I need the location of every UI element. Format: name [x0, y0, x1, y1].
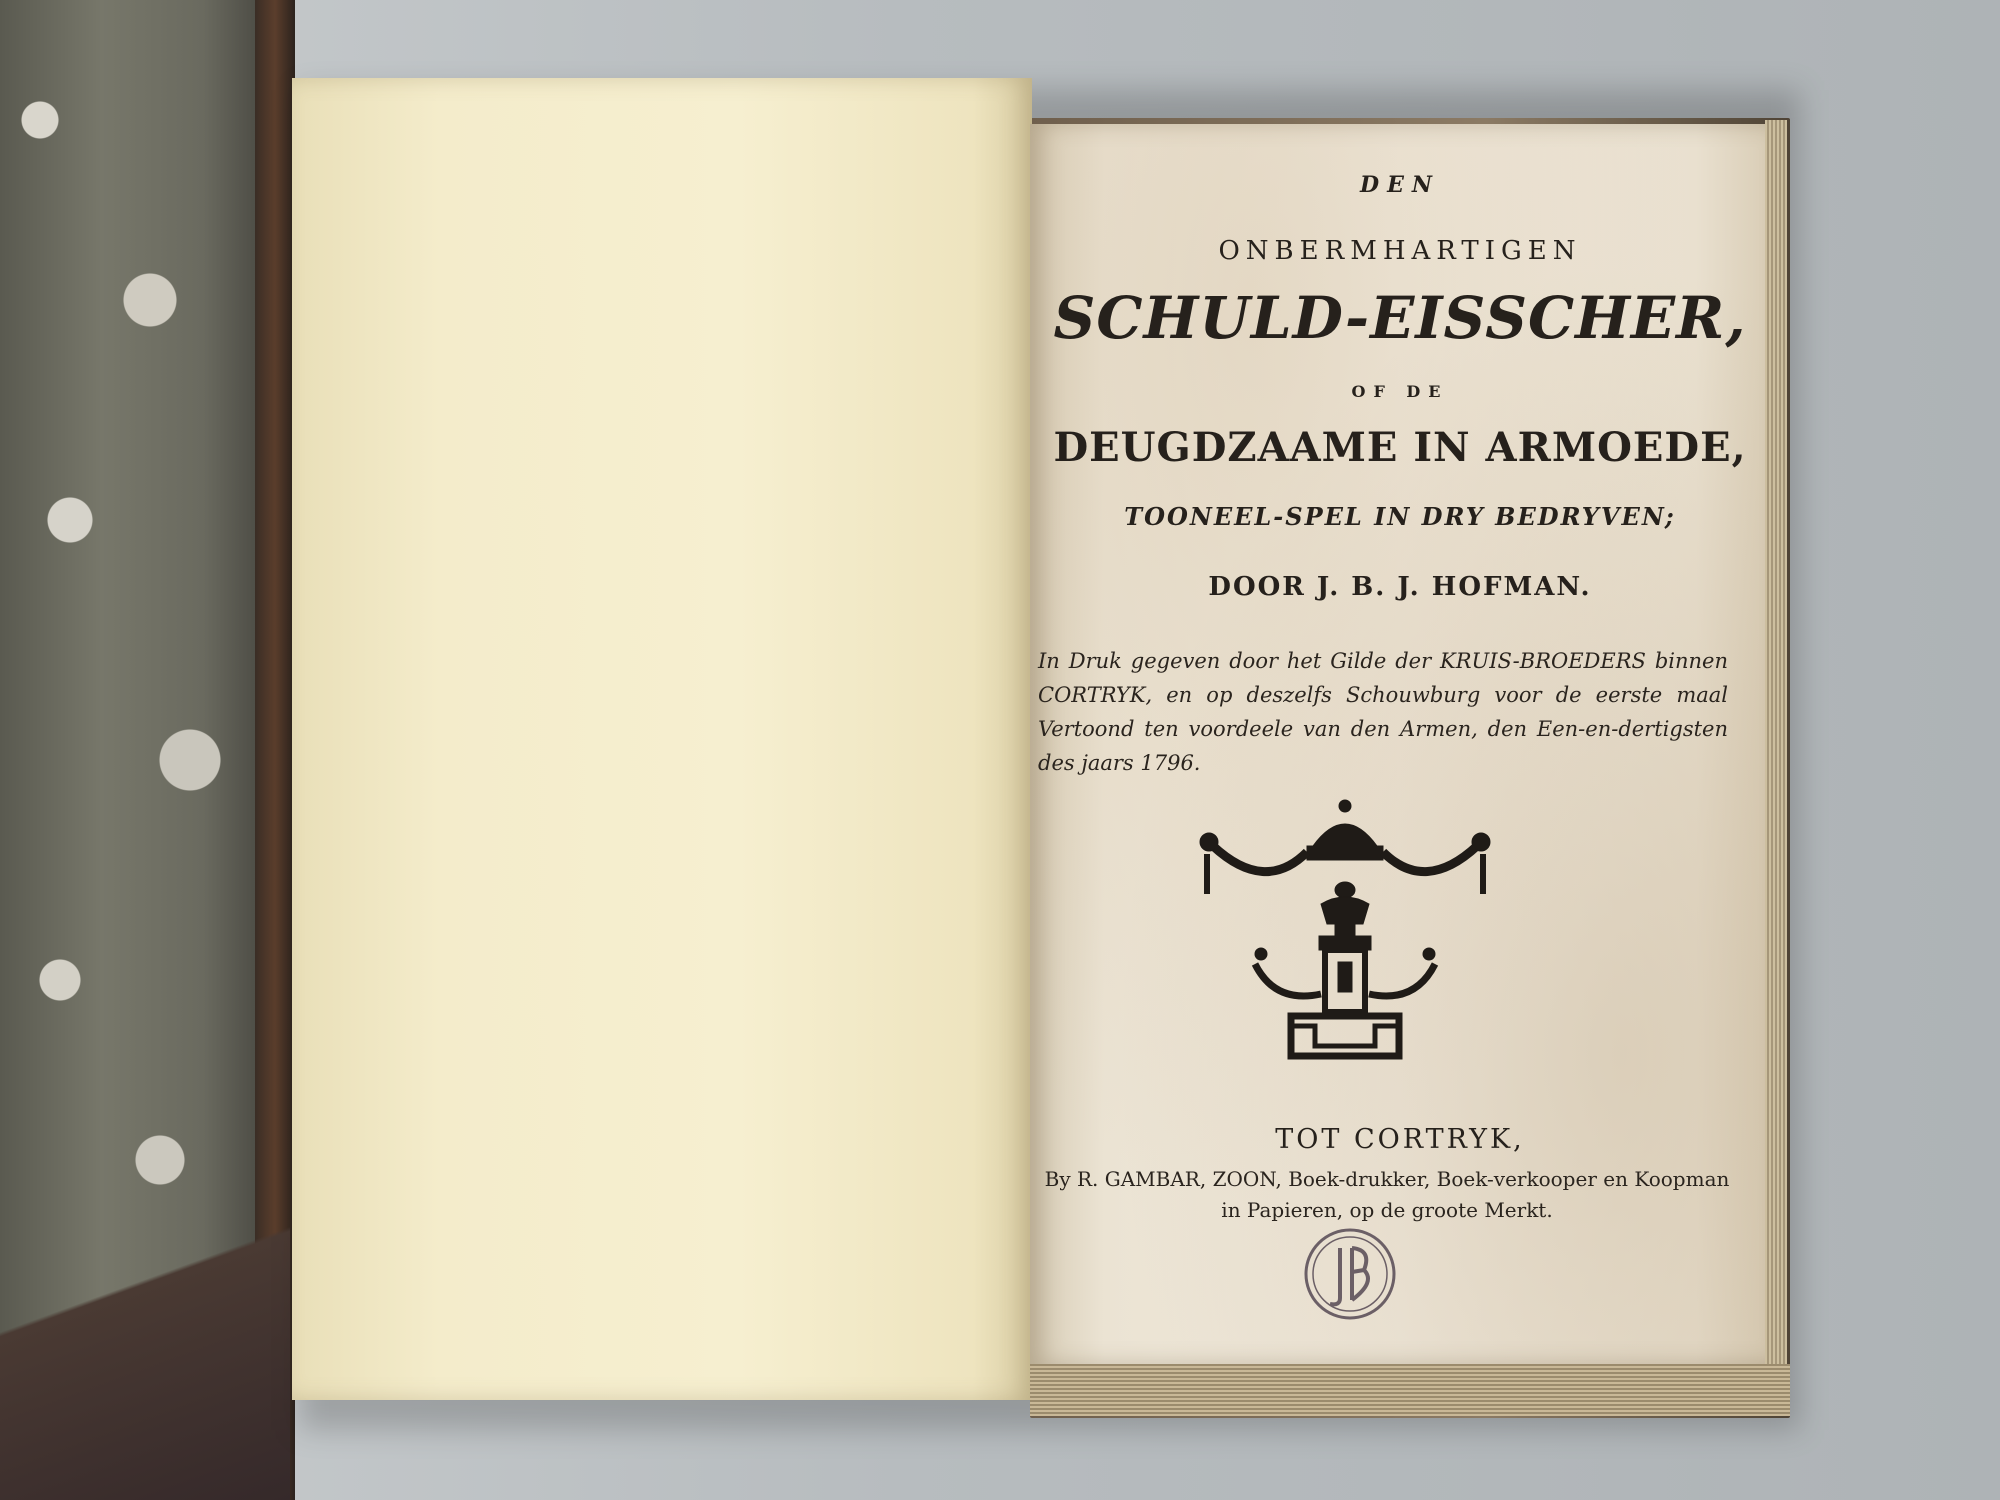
leather-corner	[0, 1150, 290, 1500]
author-line: DOOR J. B. J. HOFMAN.	[1208, 572, 1592, 602]
page-bottom-edge	[1030, 1364, 1790, 1416]
line-onbermhartigen: ONBERMHARTIGEN	[1218, 236, 1582, 266]
imprint-paragraph: In Druk gegeven door het Gilde der KRUIS-BROEDERS binnen CORTRYK, en op deszelfs Schouwburg voor de eerste maal Vertoond ten voordeele van den Armen, den Een-en-dertigsten des jaars 1796.	[1038, 649, 1728, 775]
crown-urn-garland-ornament-icon	[1195, 794, 1495, 1064]
line-den: DEN	[1360, 172, 1440, 198]
title-page	[1030, 124, 1770, 1364]
library-monogram-stamp-icon	[1300, 1224, 1400, 1324]
publisher-line: By R. GAMBAR, ZOON, Boek-drukker, Boek-verkooper en Koopman in Papieren, op de groote Merkt.	[1044, 1167, 1730, 1222]
subtitle: DEUGDZAAME IN ARMOEDE,	[1053, 424, 1747, 471]
blank-endpaper	[292, 78, 1032, 1400]
main-title: SCHULD-EISSCHER,	[1053, 284, 1747, 352]
place-line: TOT CORTRYK,	[1275, 1124, 1525, 1155]
genre-line: TOONEEL-SPEL IN DRY BEDRYVEN;	[1124, 502, 1676, 531]
line-of-de: OF DE	[1351, 382, 1449, 401]
page-fore-edge	[1765, 120, 1787, 1416]
